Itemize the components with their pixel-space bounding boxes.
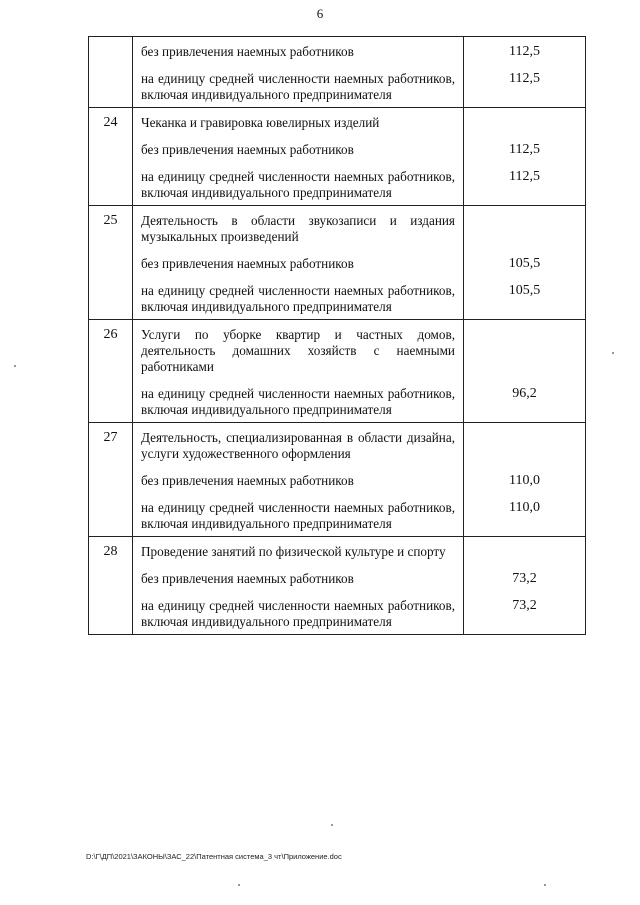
activity-description: без привлечения наемных работников — [141, 142, 354, 157]
income-value: 112,5 — [509, 169, 540, 184]
row-number-cell — [89, 591, 133, 635]
row-number: 24 — [103, 115, 118, 130]
table-row — [89, 564, 586, 591]
row-number — [89, 249, 132, 260]
table-row — [89, 466, 586, 493]
activity-description: на единицу средней численности наемных работников, включая индивидуального предпринимателя — [141, 169, 455, 200]
table-row — [89, 64, 586, 108]
row-number-cell — [89, 320, 133, 380]
description-cell — [133, 108, 464, 136]
value-cell — [464, 135, 586, 162]
row-number — [89, 564, 132, 575]
description-cell — [133, 37, 464, 65]
income-value — [464, 423, 585, 434]
income-value — [464, 537, 585, 548]
row-number — [89, 37, 132, 48]
scan-speck — [612, 352, 614, 354]
row-number-cell — [89, 564, 133, 591]
value-cell — [464, 466, 586, 493]
row-number-cell — [89, 379, 133, 423]
activity-description: на единицу средней численности наемных работников, включая индивидуального предпринимателя — [141, 500, 455, 531]
row-number — [89, 493, 132, 504]
activity-description: Услуги по уборке квартир и частных домов, деятельность домашних хозяйств с наемными работниками — [141, 327, 455, 374]
table-row — [89, 591, 586, 635]
row-number-cell — [89, 135, 133, 162]
table-row — [89, 276, 586, 320]
description-cell — [133, 537, 464, 565]
value-cell — [464, 423, 586, 467]
row-number-cell — [89, 537, 133, 565]
activity-description: на единицу средней численности наемных работников, включая индивидуального предпринимателя — [141, 71, 455, 102]
row-number-cell — [89, 423, 133, 467]
description-cell — [133, 249, 464, 276]
description-cell — [133, 493, 464, 537]
income-value: 96,2 — [512, 386, 537, 401]
description-cell — [133, 162, 464, 206]
row-number — [89, 276, 132, 287]
row-number — [89, 135, 132, 146]
description-cell — [133, 135, 464, 162]
activity-description: Деятельность, специализированная в области дизайна, услуги художественного оформления — [141, 430, 455, 461]
table-row — [89, 379, 586, 423]
value-cell — [464, 37, 586, 65]
table-row — [89, 135, 586, 162]
activity-description: на единицу средней численности наемных работников, включая индивидуального предпринимателя — [141, 283, 455, 314]
scan-speck — [331, 824, 333, 826]
value-cell — [464, 206, 586, 250]
activity-description: Проведение занятий по физической культуре и спорту — [141, 544, 446, 559]
description-cell — [133, 564, 464, 591]
description-cell — [133, 320, 464, 380]
row-number — [89, 591, 132, 602]
description-cell — [133, 206, 464, 250]
activity-description: на единицу средней численности наемных работников, включая индивидуального предпринимателя — [141, 598, 455, 629]
table-row — [89, 162, 586, 206]
row-number — [89, 379, 132, 390]
row-number — [89, 466, 132, 477]
row-number-cell — [89, 206, 133, 250]
income-value: 112,5 — [509, 142, 540, 157]
income-value: 110,0 — [509, 500, 540, 515]
value-cell — [464, 537, 586, 565]
activity-description: Чеканка и гравировка ювелирных изделий — [141, 115, 380, 130]
value-cell — [464, 564, 586, 591]
scan-speck — [238, 884, 240, 886]
description-cell — [133, 423, 464, 467]
value-cell — [464, 276, 586, 320]
income-value — [464, 206, 585, 217]
table-row — [89, 108, 586, 136]
activity-description: Деятельность в области звукозаписи и издания музыкальных произведений — [141, 213, 455, 244]
value-cell — [464, 379, 586, 423]
row-number-cell — [89, 249, 133, 276]
description-cell — [133, 276, 464, 320]
row-number — [89, 64, 132, 75]
income-value: 73,2 — [512, 571, 537, 586]
value-cell — [464, 249, 586, 276]
activity-description: без привлечения наемных работников — [141, 571, 354, 586]
table-body — [89, 37, 586, 635]
income-value: 112,5 — [509, 44, 540, 59]
row-number-cell — [89, 162, 133, 206]
table-row — [89, 206, 586, 250]
row-number-cell — [89, 64, 133, 108]
income-value: 110,0 — [509, 473, 540, 488]
row-number-cell — [89, 37, 133, 65]
value-cell — [464, 591, 586, 635]
description-cell — [133, 379, 464, 423]
row-number-cell — [89, 493, 133, 537]
row-number — [89, 162, 132, 173]
value-cell — [464, 320, 586, 380]
row-number: 25 — [103, 213, 118, 228]
description-cell — [133, 591, 464, 635]
income-value: 105,5 — [508, 256, 541, 271]
description-cell — [133, 466, 464, 493]
income-value — [464, 108, 585, 119]
page-number: 6 — [316, 6, 324, 21]
table-row — [89, 423, 586, 467]
income-value: 105,5 — [508, 283, 541, 298]
row-number-cell — [89, 466, 133, 493]
row-number-cell — [89, 108, 133, 136]
row-number: 27 — [103, 430, 118, 445]
activity-description: на единицу средней численности наемных работников, включая индивидуального предпринимателя — [141, 386, 455, 417]
activity-description: без привлечения наемных работников — [141, 473, 354, 488]
income-value: 112,5 — [509, 71, 540, 86]
table-row — [89, 249, 586, 276]
footer-file-path: D:\Г\ДП\2021\ЗАКОНЫ\ЗАС_22\Патентная система_3 чт\Приложение.doc — [86, 852, 342, 861]
table-row — [89, 37, 586, 65]
patent-rates-table — [88, 36, 586, 635]
row-number: 28 — [103, 544, 118, 559]
value-cell — [464, 64, 586, 108]
income-value: 73,2 — [512, 598, 537, 613]
value-cell — [464, 162, 586, 206]
activity-description: без привлечения наемных работников — [141, 256, 354, 271]
value-cell — [464, 108, 586, 136]
table-row — [89, 320, 586, 380]
table-row — [89, 493, 586, 537]
activity-description: без привлечения наемных работников — [141, 44, 354, 59]
income-value — [464, 320, 585, 331]
value-cell — [464, 493, 586, 537]
description-cell — [133, 64, 464, 108]
scan-speck — [14, 365, 16, 367]
table-row — [89, 537, 586, 565]
scan-speck — [544, 884, 546, 886]
row-number-cell — [89, 276, 133, 320]
row-number: 26 — [103, 327, 118, 342]
